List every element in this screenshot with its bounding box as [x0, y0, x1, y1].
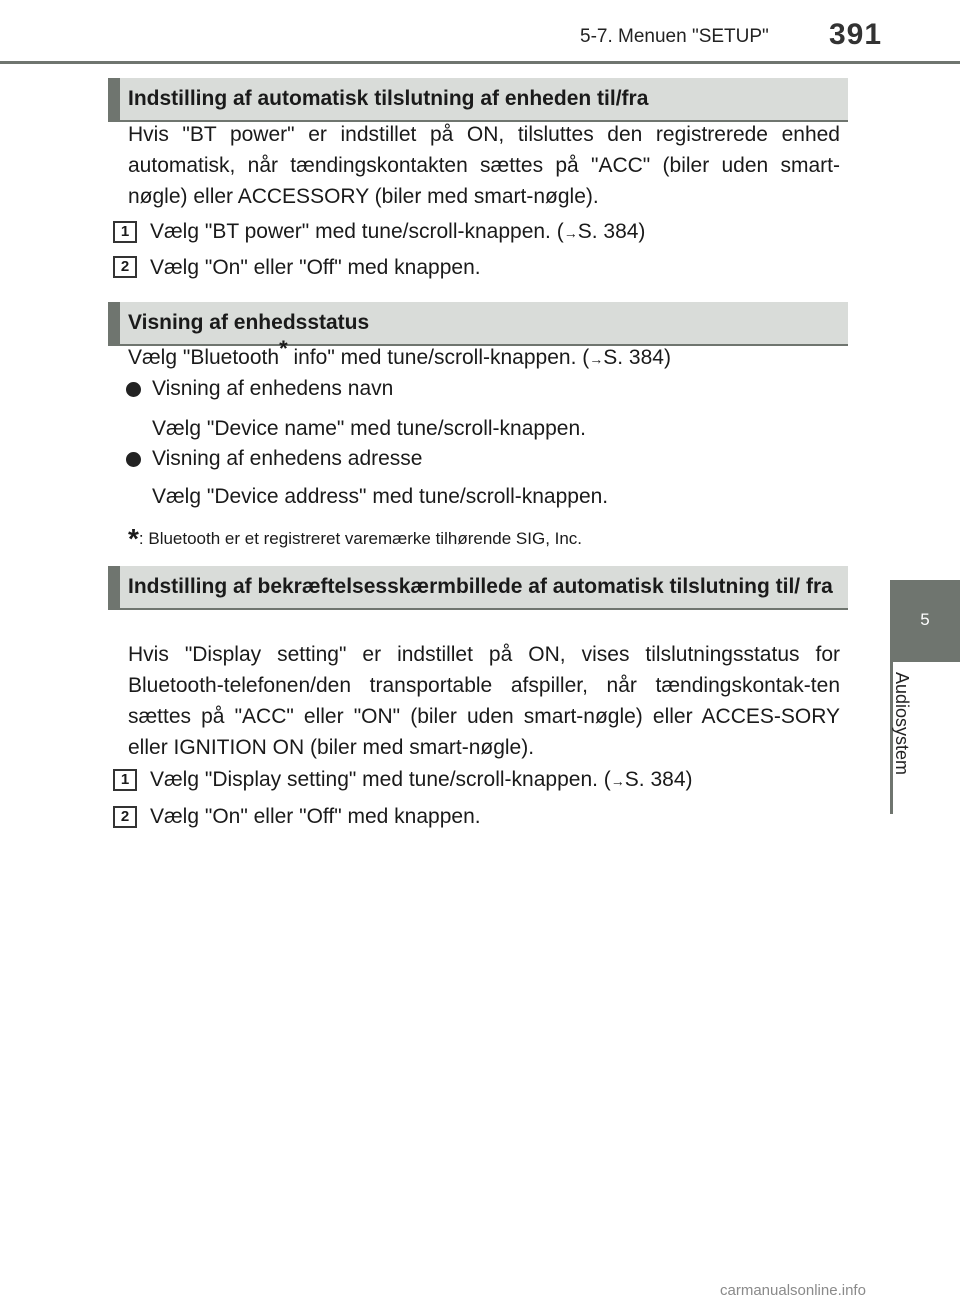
section-heading-auto-connect: Indstilling af automatisk tilslutning af enheden til/fra	[108, 78, 848, 122]
step-number-badge: 1	[113, 769, 137, 791]
watermark[interactable]: carmanualsonline.info	[720, 1282, 866, 1299]
step-text	[150, 217, 645, 248]
step-text-main: Vælg "BT power" med tune/scroll-knappen. (	[150, 220, 564, 243]
chapter-title: Audiosystem	[892, 672, 912, 776]
bullet-detail: Vælg "Device name" med tune/scroll-knappen.	[152, 417, 586, 440]
arrow-right-icon: →	[610, 773, 625, 789]
step-text: Vælg "On" eller "Off" med knappen.	[150, 805, 481, 828]
chapter-tab	[890, 580, 960, 662]
arrow-right-icon: →	[563, 225, 578, 241]
step-text	[150, 765, 693, 796]
step-text: Vælg "On" eller "Off" med knappen.	[150, 256, 481, 279]
footnote	[128, 523, 583, 554]
intro-text: Vælg "Bluetooth	[128, 346, 280, 369]
bullet-icon	[126, 382, 141, 397]
footnote-marker: *	[279, 336, 288, 361]
section-heading-device-status: Visning af enhedsstatus	[108, 302, 848, 346]
page-reference: S. 384)	[603, 346, 671, 369]
section-body-confirmation-screen: Hvis "Display setting" er indstillet på ON, vises tilslutningsstatus for Bluetooth-telefonen/den transportable afspiller, når tændingskontak-ten sættes på "ACC" eller "ON" (biler uden smart-nøgle) eller ACCES-SORY eller IGNITION ON (biler med smart-nøgle).	[128, 643, 840, 759]
chapter-title-wrap	[892, 672, 924, 802]
step-number-badge: 1	[113, 221, 137, 243]
intro-text-continued: info" med tune/scroll-knappen. (	[287, 346, 590, 369]
bullet-label: Visning af enhedens navn	[152, 377, 394, 400]
section-intro-device-status	[128, 336, 671, 374]
footnote-star: *	[128, 523, 139, 554]
bullet-label: Visning af enhedens adresse	[152, 447, 423, 470]
page-reference: S. 384)	[624, 768, 693, 791]
section-heading-confirmation-screen: Indstilling af bekræftelsesskærmbillede af automatisk tilslutning til/ fra	[108, 566, 848, 610]
step-number-badge: 2	[113, 256, 137, 278]
footnote-text: : Bluetooth er et registreret varemærke tilhørende SIG, Inc.	[138, 529, 583, 548]
section-body-auto-connect: Hvis "BT power" er indstillet på ON, tilsluttes den registrerede enhed automatisk, når tændingskontakten sættes på "ACC" (biler uden smart-nøgle) eller ACCESSORY (biler med smart-nøgle).	[128, 123, 840, 208]
bullet-icon	[126, 452, 141, 467]
step-number-badge: 2	[113, 806, 137, 828]
step-text-main: Vælg "Display setting" med tune/scroll-knappen. (	[150, 768, 611, 791]
bullet-detail: Vælg "Device address" med tune/scroll-knappen.	[152, 485, 609, 508]
arrow-right-icon: →	[589, 351, 604, 367]
section-breadcrumb: 5-7. Menuen "SETUP"	[580, 26, 769, 47]
chapter-number: 5	[920, 610, 930, 629]
page-reference: S. 384)	[577, 220, 646, 243]
page-number: 391	[829, 18, 883, 51]
header-divider	[0, 61, 960, 64]
